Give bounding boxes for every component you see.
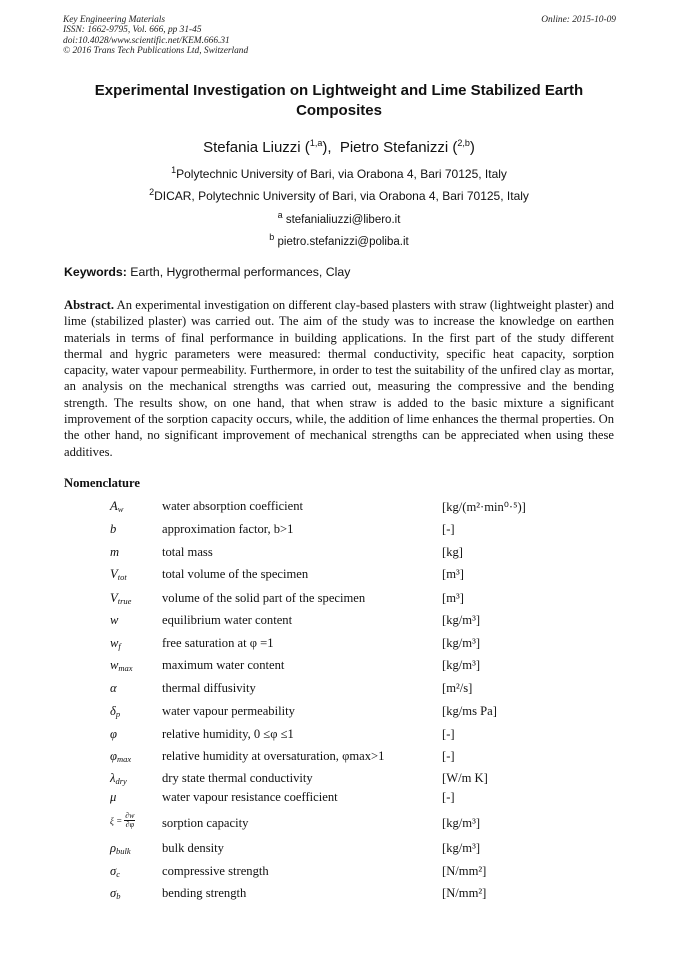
- nomenclature-symbol: δp: [110, 704, 121, 719]
- nomenclature-description: free saturation at φ =1: [162, 636, 274, 650]
- nomenclature-symbol: φ: [110, 727, 117, 741]
- nomenclature-unit: [m³]: [442, 567, 464, 581]
- nomenclature-symbol: σc: [110, 864, 120, 879]
- nomenclature-unit: [kg/m³]: [442, 816, 481, 830]
- nomenclature-symbol: Aw: [110, 499, 124, 514]
- online-date: Online: 2015-10-09: [541, 15, 616, 25]
- nomenclature-row: [0, 681, 678, 701]
- nomenclature-description: volume of the solid part of the specimen: [162, 591, 366, 605]
- nomenclature-symbol: σb: [110, 886, 121, 901]
- nomenclature-row: [0, 811, 678, 836]
- nomenclature-symbol: ρbulk: [110, 841, 131, 856]
- doi: doi:10.4028/www.scientific.net/KEM.666.31: [63, 35, 230, 46]
- nomenclature-description: dry state thermal conductivity: [162, 771, 313, 785]
- nomenclature-row: [0, 499, 678, 519]
- keywords-label: Keywords:: [64, 265, 127, 279]
- nomenclature-symbol: b: [110, 522, 117, 536]
- nomenclature-unit: [kg]: [442, 545, 463, 559]
- affiliation: $^1$Polytechnic University of Bari, via Orabona 4, Bari 70125, Italy: [171, 165, 507, 181]
- abstract-text: An experimental investigation on different clay-based plasters with straw (lightweight plaster) and lime (stabilized plaster) was carried out. The aim of the study was to increase the knowledge on earthen materials in terms of final performance in building applications. In the first part of the study different thermal and hygric parameters were measured: thermal conductivity, specific heat capacity, sorption capacity, water vapour permeability. Furthermore, in order to test the suitability of the unfired clay as mortar, an analysis on the mechanical strengths was carried out, measuring the compressive and the bending strength. The results show, on one hand, that when straw is added to the basic mixture a significant improvement of the sorption capacity occurs, while, the addition of lime enhances the thermal properties. On the other hand, no significant improvement of mechanical strengths can be appreciated when using these additives.: [64, 298, 614, 459]
- nomenclature-heading: Nomenclature: [64, 476, 141, 490]
- keywords-text: Earth, Hygrothermal performances, Clay: [130, 265, 351, 279]
- nomenclature-row: [0, 522, 678, 542]
- nomenclature-row: [0, 841, 678, 861]
- nomenclature-symbol: wmax: [110, 658, 133, 673]
- nomenclature-row: [0, 636, 678, 656]
- nomenclature-symbol: ξ = $\frac{\partial w}{\partial\varphi}$: [110, 811, 135, 829]
- abstract-label: Abstract.: [64, 298, 115, 312]
- nomenclature-description: relative humidity at oversaturation, φmax>1: [162, 749, 385, 763]
- author-name: Pietro Stefanizzi: [339, 139, 449, 156]
- nomenclature-description: sorption capacity: [162, 816, 249, 830]
- nomenclature-row: [0, 545, 678, 565]
- nomenclature-row: [0, 771, 678, 791]
- nomenclature-description: relative humidity, 0 ≤φ ≤1: [162, 727, 294, 741]
- nomenclature-description: water vapour resistance coefficient: [162, 790, 338, 804]
- nomenclature-symbol: wf: [110, 636, 121, 651]
- nomenclature-row: [0, 704, 678, 724]
- nomenclature-description: bending strength: [162, 886, 247, 900]
- nomenclature-row: [0, 567, 678, 587]
- nomenclature-unit: [kg/(m²·min⁰·⁵)]: [442, 500, 526, 514]
- nomenclature-symbol: m: [110, 545, 120, 559]
- nomenclature-description: compressive strength: [162, 864, 269, 878]
- nomenclature-row: [0, 749, 678, 769]
- nomenclature-description: approximation factor, b>1: [162, 522, 294, 536]
- nomenclature-unit: [m²/s]: [442, 681, 473, 695]
- nomenclature-unit: [m³]: [442, 591, 464, 605]
- issn: ISSN: 1662-9795, Vol. 666, pp 31-45: [63, 25, 202, 36]
- nomenclature-description: total mass: [162, 545, 213, 559]
- affiliation: $^2$DICAR, Polytechnic University of Bari, via Orabona 4, Bari 70125, Italy: [149, 187, 529, 203]
- nomenclature-unit: [kg/ms Pa]: [442, 704, 497, 718]
- nomenclature-row: [0, 727, 678, 747]
- nomenclature-symbol: Vtrue: [110, 591, 132, 606]
- nomenclature-description: water vapour permeability: [162, 704, 295, 718]
- copyright: © 2016 Trans Tech Publications Ltd, Switzerland: [63, 45, 249, 56]
- nomenclature-description: water absorption coefficient: [162, 499, 304, 513]
- nomenclature-row: [0, 591, 678, 611]
- abstract: [64, 297, 614, 460]
- journal-name: Key Engineering Materials: [63, 15, 166, 25]
- nomenclature-unit: [kg/m³]: [442, 613, 481, 627]
- author-mark: 1,a: [309, 138, 323, 148]
- author-mark: 2,b: [457, 138, 470, 148]
- nomenclature-row: [0, 613, 678, 633]
- email: $^a$ stefanialiuzzi@libero.it: [277, 210, 401, 226]
- nomenclature-unit: [-]: [442, 522, 455, 536]
- nomenclature-unit: [kg/m³]: [442, 841, 481, 855]
- journal-header: [63, 15, 248, 56]
- nomenclature-row: [0, 864, 678, 884]
- nomenclature-description: equilibrium water content: [162, 613, 293, 627]
- nomenclature-unit: [kg/m³]: [442, 658, 481, 672]
- nomenclature-row: [0, 886, 678, 906]
- author-name: Stefania Liuzzi: [203, 139, 301, 156]
- nomenclature-unit: [kg/m³]: [442, 636, 481, 650]
- keywords: [64, 265, 350, 279]
- nomenclature-symbol: φmax: [110, 749, 132, 764]
- nomenclature-unit: [-]: [442, 727, 455, 741]
- nomenclature-description: bulk density: [162, 841, 224, 855]
- nomenclature-unit: [N/mm²]: [442, 886, 487, 900]
- nomenclature-unit: [W/m K]: [442, 771, 488, 785]
- nomenclature-symbol: α: [110, 681, 117, 695]
- nomenclature-unit: [N/mm²]: [442, 864, 487, 878]
- nomenclature-unit: [-]: [442, 749, 455, 763]
- nomenclature-symbol: w: [110, 613, 119, 627]
- nomenclature-symbol: μ: [110, 790, 117, 804]
- nomenclature-row: [0, 658, 678, 678]
- email: $^b$ pietro.stefanizzi@poliba.it: [269, 232, 409, 248]
- nomenclature-row: [0, 790, 678, 810]
- nomenclature-description: maximum water content: [162, 658, 285, 672]
- nomenclature-symbol: Vtot: [110, 567, 127, 582]
- nomenclature-description: thermal diffusivity: [162, 681, 256, 695]
- authors: Stefania Liuzzi ($^{1,a}$), Pietro Stefanizzi ($^{2,b}$): [203, 138, 475, 156]
- nomenclature-description: total volume of the specimen: [162, 567, 309, 581]
- nomenclature-unit: [-]: [442, 790, 455, 804]
- paper-title: Experimental Investigation on Lightweight and Lime Stabilized Earth Composites: [94, 82, 584, 119]
- nomenclature-symbol: λdry: [110, 771, 127, 786]
